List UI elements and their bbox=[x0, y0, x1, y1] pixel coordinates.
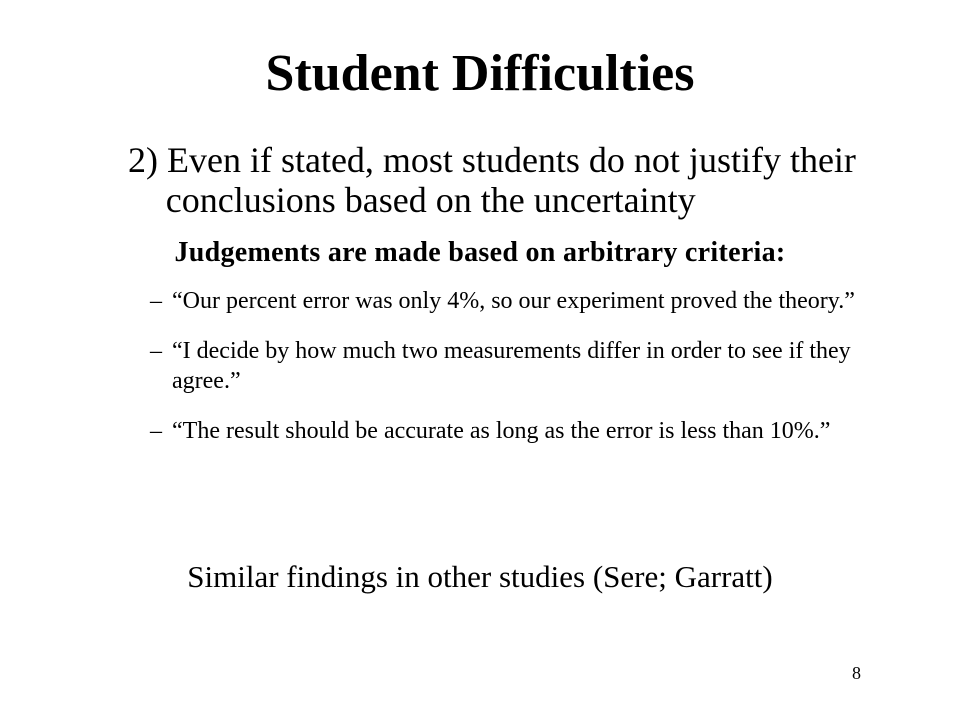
dash-bullet: – bbox=[150, 288, 162, 314]
dash-bullet: – bbox=[150, 418, 162, 444]
slide-title: Student Difficulties bbox=[265, 45, 695, 102]
quote-text: “I decide by how much two measurements differ in order to see if they agree.” bbox=[172, 338, 851, 394]
quote-item bbox=[150, 416, 870, 446]
similar-findings-note: Similar findings in other studies (Sere; Garratt) bbox=[187, 559, 773, 594]
dash-bullet: – bbox=[150, 338, 162, 364]
quote-item bbox=[150, 286, 870, 316]
main-point: 2) Even if stated, most students do not justify their conclusions based on the uncertainty bbox=[128, 140, 856, 220]
student-quotes-list bbox=[150, 286, 870, 466]
quote-text: “Our percent error was only 4%, so our experiment proved the theory.” bbox=[172, 288, 855, 314]
page-number: 8 bbox=[852, 663, 861, 683]
quote-text: “The result should be accurate as long as the error is less than 10%.” bbox=[172, 418, 831, 444]
criteria-heading: Judgements are made based on arbitrary criteria: bbox=[174, 237, 786, 268]
quote-item bbox=[150, 336, 870, 396]
